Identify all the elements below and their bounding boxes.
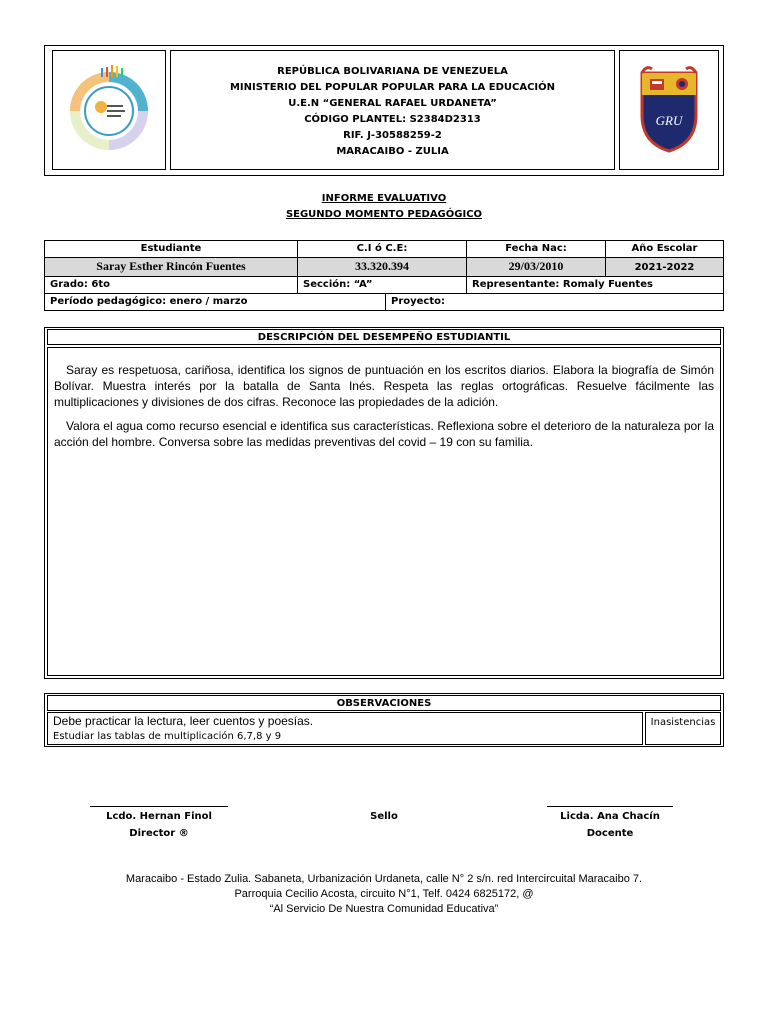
observations-body — [47, 712, 643, 745]
ministry-logo — [52, 50, 166, 170]
teacher-signature-line — [547, 806, 673, 807]
header-institution-block — [170, 50, 615, 170]
school-shield-logo — [619, 50, 719, 170]
description-paragraph: Saray es respetuosa, cariñosa, identifica los signos de puntuación en los escritos diarios. Elabora la biografía de Simón Bolívar. Muestra interés por la batalla de Santa Inés. Respeta las reglas ortográficas. Resuelve fácilmente las multiplicaciones y divisiones de dos cifras. Reconoce las propiedades de la adición. — [54, 363, 714, 409]
footer-contact: Parroquia Cecilio Acosta, circuito N°1, Telf. 0424 6825172, @ — [234, 888, 534, 900]
school-shield-icon — [620, 51, 718, 169]
footer-motto: “Al Servicio De Nuestra Comunidad Educativa” — [269, 903, 499, 915]
observations-heading: OBSERVACIONES — [47, 695, 721, 711]
ministry-logo-icon — [53, 51, 165, 169]
col-ci-header: C.I ó C.E: — [297, 240, 467, 258]
col-birth-header: Fecha Nac: — [466, 240, 606, 258]
header-line-city: MARACAIBO - ZULIA — [336, 146, 449, 157]
absences-cell: Inasistencias — [645, 712, 721, 745]
col-year-header: Año Escolar — [605, 240, 724, 258]
director-role: Director ® — [129, 828, 189, 839]
teacher-name: Licda. Ana Chacín — [560, 811, 660, 822]
shield-monogram: GRU — [655, 113, 683, 128]
representative-cell: Representante: Romaly Fuentes — [466, 276, 724, 294]
description-heading: DESCRIPCIÓN DEL DESEMPEÑO ESTUDIANTIL — [47, 329, 721, 345]
col-student-header: Estudiante — [44, 240, 298, 258]
teacher-role: Docente — [586, 828, 634, 839]
director-signature-line — [90, 806, 228, 807]
header-line-republic: REPÚBLICA BOLIVARIANA DE VENEZUELA — [277, 66, 508, 77]
seal-label: Sello — [370, 811, 398, 822]
period-cell: Período pedagógico: enero / marzo — [44, 293, 386, 311]
header-line-ministry: MINISTERIO DEL POPULAR POPULAR PARA LA EDUCACIÓN — [229, 82, 556, 93]
school-year: 2021-2022 — [605, 257, 724, 277]
header-line-code: CÓDIGO PLANTEL: S2384D2313 — [304, 114, 481, 125]
observation-line: Estudiar las tablas de multiplicación 6,7,8 y 9 — [53, 731, 282, 742]
header-line-rif: RIF. J-30588259-2 — [343, 130, 442, 141]
project-cell: Proyecto: — [385, 293, 724, 311]
description-paragraph: Valora el agua como recurso esencial e identifica sus características. Reflexiona sobre el deterioro de la naturaleza por la acción del hombre. Conversa sobre las medidas preventivas del covid – 19 con su familia. — [54, 419, 714, 449]
report-subtitle: SEGUNDO MOMENTO PEDAGÓGICO — [285, 209, 483, 220]
header-line-school: U.E.N “GENERAL RAFAEL URDANETA” — [288, 98, 497, 109]
description-body — [47, 347, 721, 676]
student-name: Saray Esther Rincón Fuentes — [44, 257, 298, 277]
student-ci: 33.320.394 — [297, 257, 467, 277]
director-name: Lcdo. Hernan Finol — [106, 811, 212, 822]
student-birthdate: 29/03/2010 — [466, 257, 606, 277]
report-title: INFORME EVALUATIVO — [321, 193, 447, 204]
section-cell: Sección: “A” — [297, 276, 467, 294]
observation-line: Debe practicar la lectura, leer cuentos y poesías. — [53, 714, 314, 728]
grade-cell: Grado: 6to — [44, 276, 298, 294]
footer-address: Maracaibo - Estado Zulia. Sabaneta, Urbanización Urdaneta, calle N° 2 s/n. red Intercircuital Maracaibo 7. — [125, 873, 643, 885]
